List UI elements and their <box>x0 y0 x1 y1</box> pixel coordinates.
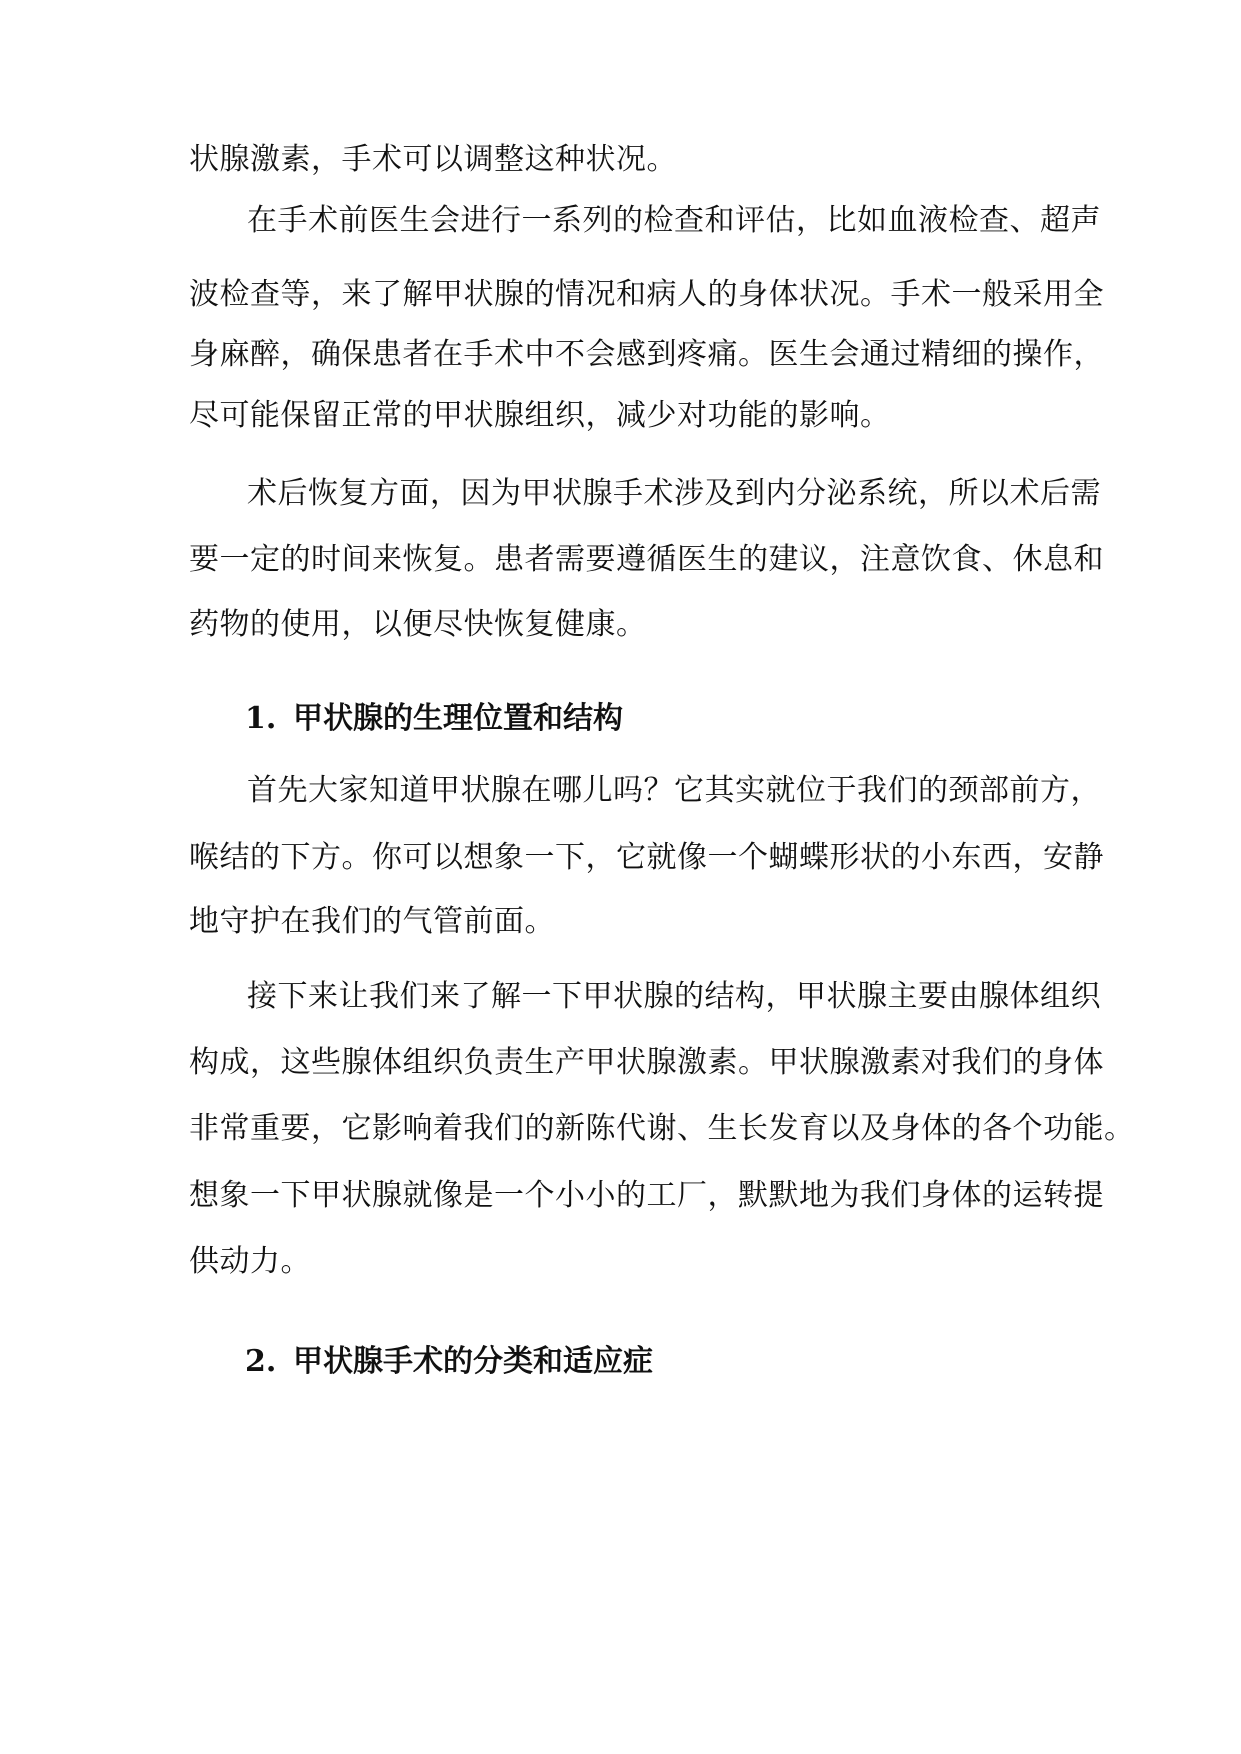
paragraph-line: 波检查等，来了解甲状腺的情况和病人的身体状况。手术一般采用全 <box>189 277 1104 312</box>
paragraph-line: 状腺激素，手术可以调整这种状况。 <box>189 142 677 177</box>
section-number: 1. <box>245 701 277 736</box>
paragraph-line: 供动力。 <box>189 1244 311 1279</box>
paragraph-line: 接下来让我们来了解一下甲状腺的结构，甲状腺主要由腺体组织 <box>247 979 1101 1014</box>
paragraph-line: 构成，这些腺体组织负责生产甲状腺激素。甲状腺激素对我们的身体 <box>189 1045 1104 1080</box>
paragraph-line: 药物的使用，以便尽快恢复健康。 <box>189 607 647 642</box>
paragraph-line: 术后恢复方面，因为甲状腺手术涉及到内分泌系统，所以术后需 <box>247 476 1101 511</box>
paragraph-line: 地守护在我们的气管前面。 <box>189 904 555 939</box>
paragraph-line: 要一定的时间来恢复。患者需要遵循医生的建议，注意饮食、休息和 <box>189 542 1104 577</box>
section-heading-2 <box>245 1342 653 1382</box>
section-title: 甲状腺的生理位置和结构 <box>293 701 623 736</box>
section-heading-1 <box>245 699 623 739</box>
paragraph-line: 非常重要，它影响着我们的新陈代谢、生长发育以及身体的各个功能。 <box>189 1111 1135 1146</box>
paragraph-line: 身麻醉，确保患者在手术中不会感到疼痛。医生会通过精细的操作， <box>189 337 1104 372</box>
section-number: 2. <box>245 1344 277 1379</box>
section-title: 甲状腺手术的分类和适应症 <box>293 1344 653 1379</box>
paragraph-line: 在手术前医生会进行一系列的检查和评估，比如血液检查、超声 <box>247 203 1101 238</box>
paragraph-line: 喉结的下方。你可以想象一下，它就像一个蝴蝶形状的小东西，安静 <box>189 840 1104 875</box>
paragraph-line: 尽可能保留正常的甲状腺组织，减少对功能的影响。 <box>189 398 891 433</box>
paragraph-line: 想象一下甲状腺就像是一个小小的工厂，默默地为我们身体的运转提 <box>189 1178 1104 1213</box>
paragraph-line: 首先大家知道甲状腺在哪儿吗？它其实就位于我们的颈部前方， <box>247 773 1101 808</box>
